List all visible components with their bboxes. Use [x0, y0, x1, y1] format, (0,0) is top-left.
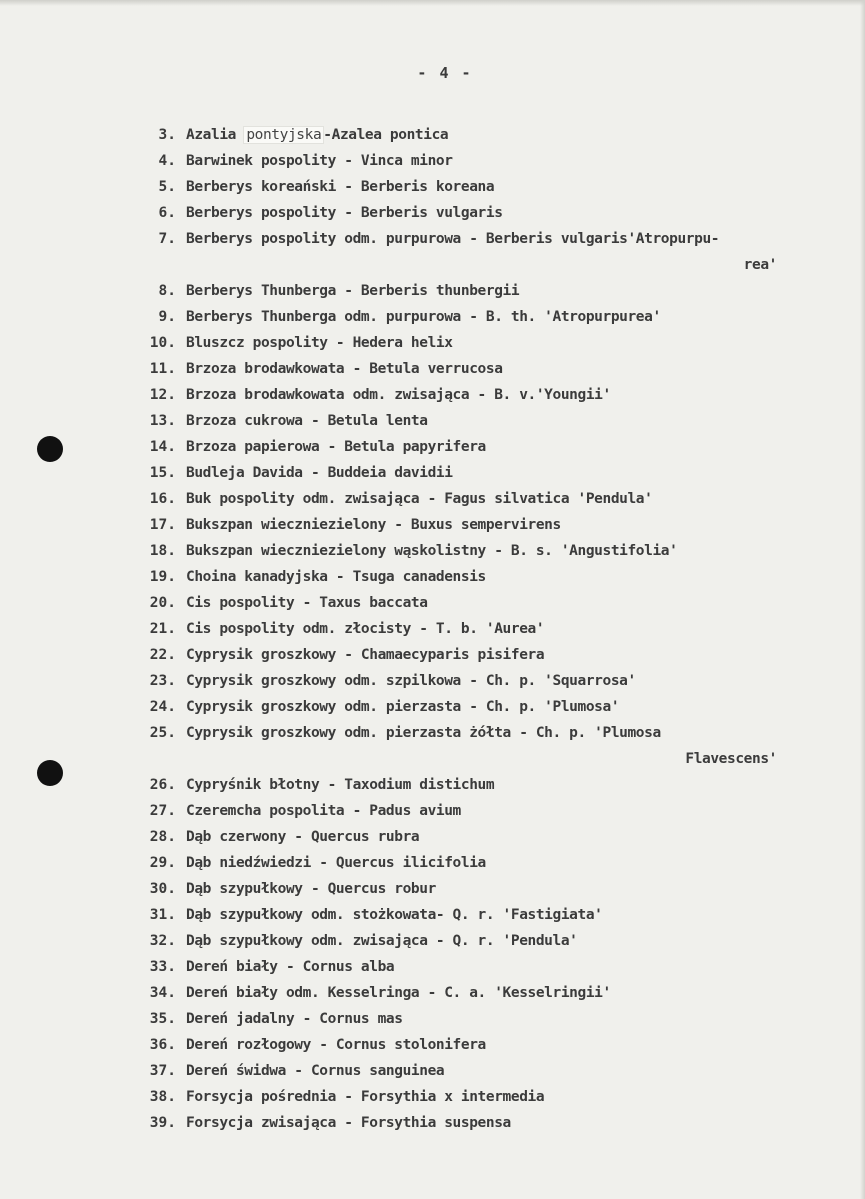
page-number: - 4 - [417, 64, 473, 82]
item-text [186, 122, 448, 148]
list-item [0, 200, 865, 226]
list-item [0, 486, 865, 512]
item-text: Forsycja zwisająca - Forsythia suspensa [186, 1115, 511, 1131]
list-item [0, 1058, 865, 1084]
list-item [0, 408, 865, 434]
item-number: 3. [158, 127, 176, 143]
item-number: 29. [149, 855, 176, 871]
item-number: 39. [149, 1115, 176, 1131]
item-text: Czeremcha pospolita - Padus avium [186, 803, 461, 819]
list-item [0, 356, 865, 382]
item-text: Cypryśnik błotny - Taxodium distichum [186, 777, 495, 793]
item-text: Cyprysik groszkowy odm. szpilkowa - Ch. p. 'Squarrosa' [186, 673, 636, 689]
item-number: 35. [149, 1011, 176, 1027]
list-item [0, 382, 865, 408]
item-text: Bukszpan wieczniezielony wąskolistny - B. s. 'Angustifolia' [186, 543, 678, 559]
list-item [0, 772, 865, 798]
item-text: Cis pospolity - Taxus baccata [186, 595, 428, 611]
item-number: 16. [149, 491, 176, 507]
item-number: 26. [149, 777, 176, 793]
item-number: 23. [149, 673, 176, 689]
list-item [0, 564, 865, 590]
item-number: 21. [149, 621, 176, 637]
item-text: Berberys pospolity - Berberis vulgaris [186, 205, 503, 221]
item-text: Dąb szypułkowy - Quercus robur [186, 881, 436, 897]
item-text: Cyprysik groszkowy odm. pierzasta - Ch. p. 'Plumosa' [186, 699, 620, 715]
item-number: 6. [158, 205, 176, 221]
item-text: Forsycja pośrednia - Forsythia x intermedia [186, 1089, 545, 1105]
item-text: Berberys koreański - Berberis koreana [186, 179, 495, 195]
list-item [0, 590, 865, 616]
item-number: 9. [158, 309, 176, 325]
item-number: 38. [149, 1089, 176, 1105]
list-item [0, 876, 865, 902]
item-text: Dereń biały odm. Kesselringa - C. a. 'Kesselringii' [186, 985, 611, 1001]
item-number: 25. [149, 725, 176, 741]
list-item [0, 850, 865, 876]
item-text: Berberys Thunberga odm. purpurowa - B. th. 'Atropurpurea' [186, 309, 661, 325]
list-item [0, 616, 865, 642]
item-number: 13. [149, 413, 176, 429]
item-number: 30. [149, 881, 176, 897]
item-text: Cyprysik groszkowy - Chamaecyparis pisifera [186, 647, 545, 663]
item-text: Bukszpan wieczniezielony - Buxus sempervirens [186, 517, 561, 533]
list-item [0, 720, 865, 772]
item-text: Brzoza brodawkowata - Betula verrucosa [186, 361, 503, 377]
item-number: 24. [149, 699, 176, 715]
list-item [0, 278, 865, 304]
item-number: 12. [149, 387, 176, 403]
item-number: 19. [149, 569, 176, 585]
item-text-latin: -Azalea pontica [323, 127, 449, 143]
item-number: 15. [149, 465, 176, 481]
list-item [0, 304, 865, 330]
item-number: 33. [149, 959, 176, 975]
list-item [0, 122, 865, 148]
item-text: Dąb czerwony - Quercus rubra [186, 829, 420, 845]
item-text: Bluszcz pospolity - Hedera helix [186, 335, 453, 351]
item-text: Berberys pospolity odm. purpurowa - Berberis vulgaris'Atropurpu- [186, 231, 720, 247]
list-item [0, 434, 865, 460]
list-item [0, 798, 865, 824]
item-number: 5. [158, 179, 176, 195]
plant-list [0, 122, 865, 1136]
list-item [0, 980, 865, 1006]
list-item [0, 1032, 865, 1058]
item-text: Buk pospolity odm. zwisająca - Fagus silvatica 'Pendula' [186, 491, 653, 507]
list-item [0, 512, 865, 538]
item-text: Brzoza brodawkowata odm. zwisająca - B. v.'Youngii' [186, 387, 611, 403]
item-number: 17. [149, 517, 176, 533]
overtyped-correction: pontyjska [246, 127, 322, 143]
list-item [0, 1006, 865, 1032]
item-number: 27. [149, 803, 176, 819]
item-number: 34. [149, 985, 176, 1001]
item-text-continuation: rea' [743, 257, 777, 273]
item-number: 37. [149, 1063, 176, 1079]
item-text: Dereń rozłogowy - Cornus stolonifera [186, 1037, 486, 1053]
list-item [0, 928, 865, 954]
item-text: Dąb szypułkowy odm. zwisająca - Q. r. 'Pendula' [186, 933, 578, 949]
item-number: 7. [158, 231, 176, 247]
item-number: 28. [149, 829, 176, 845]
list-item [0, 668, 865, 694]
item-number: 14. [149, 439, 176, 455]
item-number: 32. [149, 933, 176, 949]
scan-edge-top [0, 0, 865, 6]
item-number: 36. [149, 1037, 176, 1053]
item-text: Brzoza papierowa - Betula papyrifera [186, 439, 486, 455]
list-item [0, 148, 865, 174]
item-number: 4. [158, 153, 176, 169]
item-number: 22. [149, 647, 176, 663]
item-text: Dereń biały - Cornus alba [186, 959, 395, 975]
item-number: 31. [149, 907, 176, 923]
list-item [0, 1084, 865, 1110]
item-text: Brzoza cukrowa - Betula lenta [186, 413, 428, 429]
item-text: Cyprysik groszkowy odm. pierzasta żółta - Ch. p. 'Plumosa [186, 725, 661, 741]
list-item [0, 226, 865, 278]
item-number: 11. [149, 361, 176, 377]
item-text-polish-start: Azalia [186, 127, 245, 143]
item-text: Dąb szypułkowy odm. stożkowata- Q. r. 'Fastigiata' [186, 907, 603, 923]
item-text: Cis pospolity odm. złocisty - T. b. 'Aurea' [186, 621, 545, 637]
item-text: Dereń świdwa - Cornus sanguinea [186, 1063, 445, 1079]
item-text: Dereń jadalny - Cornus mas [186, 1011, 403, 1027]
list-item [0, 642, 865, 668]
list-item [0, 538, 865, 564]
item-number: 20. [149, 595, 176, 611]
list-item [0, 174, 865, 200]
item-text: Choina kanadyjska - Tsuga canadensis [186, 569, 486, 585]
list-item [0, 460, 865, 486]
list-item [0, 330, 865, 356]
item-text: Berberys Thunberga - Berberis thunbergii [186, 283, 520, 299]
list-item [0, 902, 865, 928]
list-item [0, 954, 865, 980]
item-text: Barwinek pospolity - Vinca minor [186, 153, 453, 169]
item-number: 8. [158, 283, 176, 299]
list-item [0, 1110, 865, 1136]
item-text: Budleja Davida - Buddeia davidii [186, 465, 453, 481]
list-item [0, 824, 865, 850]
item-text-continuation: Flavescens' [685, 751, 777, 767]
item-number: 18. [149, 543, 176, 559]
item-number: 10. [149, 335, 176, 351]
list-item [0, 694, 865, 720]
item-text: Dąb niedźwiedzi - Quercus ilicifolia [186, 855, 486, 871]
